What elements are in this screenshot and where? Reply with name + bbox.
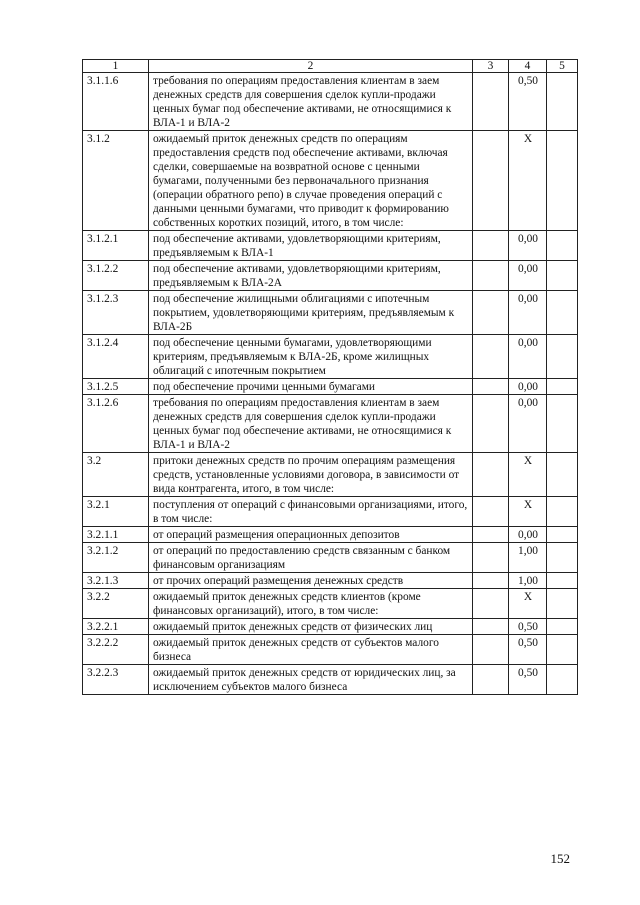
row-value: 0,00 [509, 231, 547, 261]
table-row [83, 231, 578, 261]
row-col-5 [547, 635, 578, 665]
row-code: 3.2.2.1 [83, 619, 149, 635]
row-col-3 [473, 131, 509, 231]
row-code: 3.2.2.3 [83, 665, 149, 695]
row-col-5 [547, 527, 578, 543]
table-header-row [83, 60, 578, 73]
row-code: 3.1.2.2 [83, 261, 149, 291]
table-row [83, 261, 578, 291]
row-value: 0,50 [509, 619, 547, 635]
row-value: 0,00 [509, 527, 547, 543]
row-description: от операций размещения операционных депозитов [149, 527, 473, 543]
table-row [83, 619, 578, 635]
row-code: 3.1.2.5 [83, 379, 149, 395]
row-col-3 [473, 379, 509, 395]
row-description: от операций по предоставлению средств связанным с банком финансовым организациям [149, 543, 473, 573]
table-row [83, 665, 578, 695]
row-value: X [509, 497, 547, 527]
table-row [83, 589, 578, 619]
row-col-5 [547, 261, 578, 291]
row-description: требования по операциям предоставления клиентам в заем денежных средств для совершения сделок купли-продажи ценных бумаг под обеспечение активами, не относящимися к ВЛА-1 и ВЛА-2 [149, 73, 473, 131]
row-description: под обеспечение жилищными облигациями с ипотечным покрытием, удовлетворяющими критериям, предъявляемым к ВЛА-2Б [149, 291, 473, 335]
table-body [83, 73, 578, 695]
row-code: 3.2.1.1 [83, 527, 149, 543]
row-description: ожидаемый приток денежных средств от физических лиц [149, 619, 473, 635]
header-col-1: 1 [83, 60, 149, 73]
row-code: 3.1.1.6 [83, 73, 149, 131]
row-value: 0,50 [509, 635, 547, 665]
row-value: 1,00 [509, 543, 547, 573]
row-col-3 [473, 543, 509, 573]
table-row [83, 131, 578, 231]
row-code: 3.2.1.2 [83, 543, 149, 573]
requirements-table [82, 59, 578, 695]
row-col-3 [473, 395, 509, 453]
row-col-5 [547, 497, 578, 527]
row-col-5 [547, 665, 578, 695]
row-value: X [509, 453, 547, 497]
row-col-5 [547, 543, 578, 573]
table-row [83, 635, 578, 665]
row-col-3 [473, 527, 509, 543]
row-description: притоки денежных средств по прочим операциям размещения средств, установленные условиями договора, в зависимости от вида контрагента, итого, в том числе: [149, 453, 473, 497]
row-value: 0,50 [509, 73, 547, 131]
row-value: X [509, 131, 547, 231]
table-row [83, 291, 578, 335]
row-col-3 [473, 635, 509, 665]
table-row [83, 573, 578, 589]
row-description: ожидаемый приток денежных средств от субъектов малого бизнеса [149, 635, 473, 665]
row-col-5 [547, 131, 578, 231]
row-col-5 [547, 573, 578, 589]
row-description: под обеспечение прочими ценными бумагами [149, 379, 473, 395]
row-col-5 [547, 395, 578, 453]
row-description: ожидаемый приток денежных средств по операциям предоставления средств под обеспечение активами, включая сделки, совершаемые на возвратной основе с ценными бумагами, полученными без первоначального признания (операции обратного репо) в случае проведения операций с данными ценными бумагами, что приводит к формированию собственных коротких позиций, итого, в том числе: [149, 131, 473, 231]
row-description: под обеспечение активами, удовлетворяющими критериям, предъявляемым к ВЛА-2А [149, 261, 473, 291]
row-description: поступления от операций с финансовыми организациями, итого, в том числе: [149, 497, 473, 527]
row-col-5 [547, 453, 578, 497]
row-value: 0,00 [509, 395, 547, 453]
table-row [83, 379, 578, 395]
row-col-3 [473, 573, 509, 589]
row-code: 3.2.1 [83, 497, 149, 527]
row-code: 3.1.2.3 [83, 291, 149, 335]
row-code: 3.1.2.6 [83, 395, 149, 453]
header-col-3: 3 [473, 60, 509, 73]
row-col-3 [473, 261, 509, 291]
row-value: 0,00 [509, 379, 547, 395]
row-value: 1,00 [509, 573, 547, 589]
row-description: ожидаемый приток денежных средств от юридических лиц, за исключением субъектов малого бизнеса [149, 665, 473, 695]
header-col-4: 4 [509, 60, 547, 73]
row-code: 3.1.2 [83, 131, 149, 231]
row-value: X [509, 589, 547, 619]
row-col-5 [547, 73, 578, 131]
table-row [83, 335, 578, 379]
table-row [83, 73, 578, 131]
row-value: 0,00 [509, 335, 547, 379]
row-code: 3.1.2.1 [83, 231, 149, 261]
table-row [83, 453, 578, 497]
row-code: 3.2.1.3 [83, 573, 149, 589]
row-col-3 [473, 497, 509, 527]
table-row [83, 527, 578, 543]
row-col-3 [473, 291, 509, 335]
row-col-5 [547, 379, 578, 395]
row-description: ожидаемый приток денежных средств клиентов (кроме финансовых организаций), итого, в том числе: [149, 589, 473, 619]
row-description: под обеспечение ценными бумагами, удовлетворяющими критериям, предъявляемым к ВЛА-2Б, кроме жилищных облигаций с ипотечным покрытием [149, 335, 473, 379]
header-col-2: 2 [149, 60, 473, 73]
row-col-5 [547, 231, 578, 261]
row-code: 3.2.2 [83, 589, 149, 619]
row-col-3 [473, 453, 509, 497]
table-row [83, 497, 578, 527]
row-col-3 [473, 335, 509, 379]
page-number: 152 [550, 851, 570, 866]
row-col-3 [473, 665, 509, 695]
row-code: 3.1.2.4 [83, 335, 149, 379]
row-col-5 [547, 291, 578, 335]
table-row [83, 543, 578, 573]
row-description: от прочих операций размещения денежных средств [149, 573, 473, 589]
row-col-3 [473, 619, 509, 635]
row-col-5 [547, 619, 578, 635]
row-code: 3.2 [83, 453, 149, 497]
table-row [83, 395, 578, 453]
row-value: 0,00 [509, 291, 547, 335]
row-description: под обеспечение активами, удовлетворяющими критериям, предъявляемым к ВЛА-1 [149, 231, 473, 261]
row-value: 0,50 [509, 665, 547, 695]
row-col-5 [547, 335, 578, 379]
row-col-5 [547, 589, 578, 619]
header-col-5: 5 [547, 60, 578, 73]
row-col-3 [473, 231, 509, 261]
row-col-3 [473, 589, 509, 619]
row-value: 0,00 [509, 261, 547, 291]
row-col-3 [473, 73, 509, 131]
row-description: требования по операциям предоставления клиентам в заем денежных средств для совершения сделок купли-продажи ценных бумаг под обеспечение активами, не относящимися к ВЛА-1 и ВЛА-2 [149, 395, 473, 453]
row-code: 3.2.2.2 [83, 635, 149, 665]
